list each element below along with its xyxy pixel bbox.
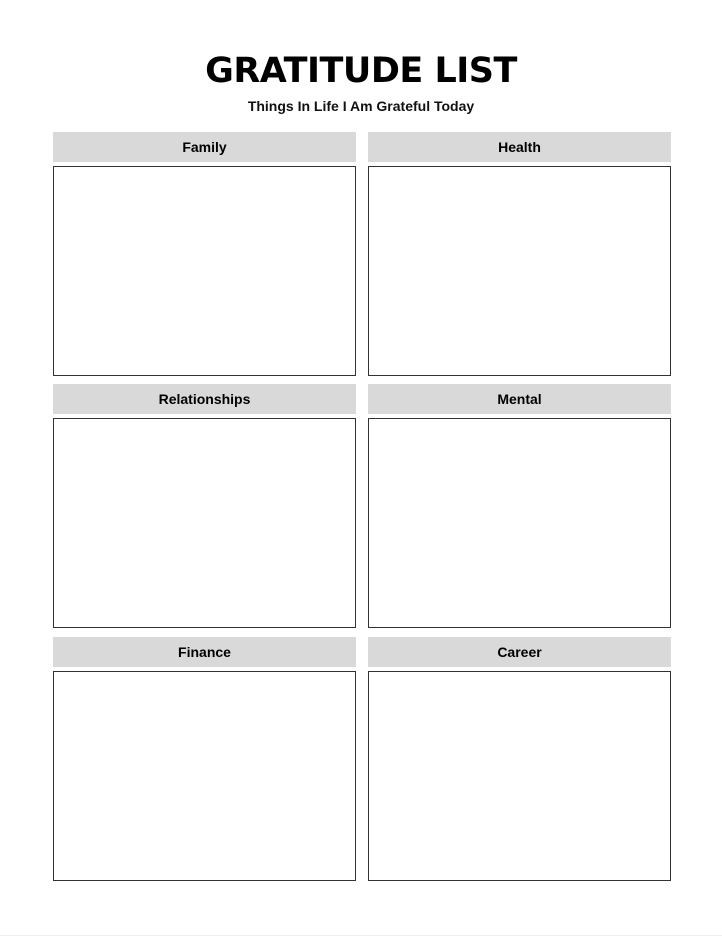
section-header-relationships: Relationships xyxy=(53,384,356,414)
page-bottom-divider xyxy=(0,935,722,936)
section-header-mental: Mental xyxy=(368,384,671,414)
section-header-career: Career xyxy=(368,637,671,667)
writing-box-family[interactable] xyxy=(53,166,356,376)
writing-box-mental[interactable] xyxy=(368,418,671,628)
page-subtitle: Things In Life I Am Grateful Today xyxy=(247,98,475,114)
section-header-health: Health xyxy=(368,132,671,162)
section-header-finance: Finance xyxy=(53,637,356,667)
writing-box-relationships[interactable] xyxy=(53,418,356,628)
section-header-family: Family xyxy=(53,132,356,162)
writing-box-career[interactable] xyxy=(368,671,671,881)
page-title: GRATITUDE LIST xyxy=(205,51,517,91)
writing-box-finance[interactable] xyxy=(53,671,356,881)
writing-box-health[interactable] xyxy=(368,166,671,376)
